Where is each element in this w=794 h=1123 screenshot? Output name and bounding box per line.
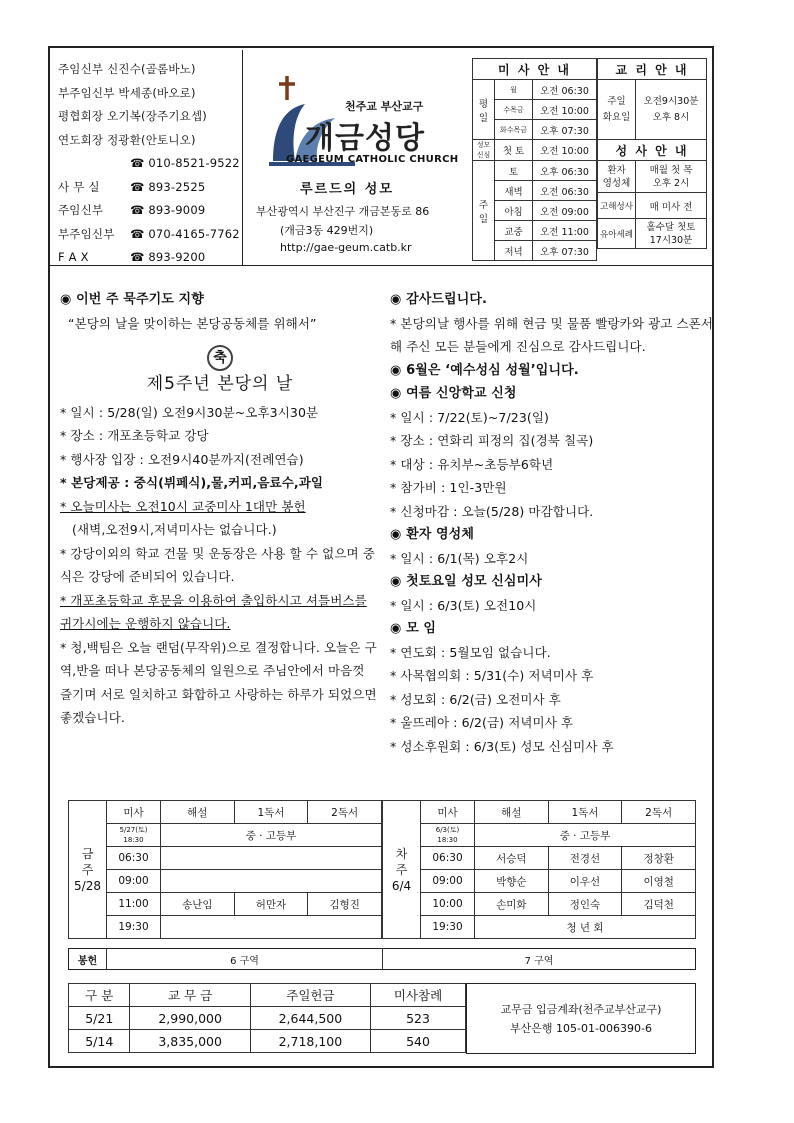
col-header: 해설 [475, 801, 549, 824]
cell: 5/21 [69, 1007, 130, 1030]
sick-heading: ◉ 환자 영성체 [390, 527, 474, 542]
summer-item: * 장소 : 연화리 피정의 집(경북 칠곡) [390, 433, 594, 448]
role-cell: 송난임 [161, 893, 235, 916]
mass-time: 오전 10:00 [533, 140, 597, 161]
role-cell: 서승덕 [475, 847, 549, 870]
sick-item: * 일시 : 6/1(목) 오후2시 [390, 550, 529, 566]
mass-schedule-table [472, 58, 597, 261]
mass-time: 오전 06:30 [533, 80, 597, 100]
offering-account [466, 983, 696, 1054]
anniv-item: * 본당제공 : 중식(뷔페식),물,커피,음료수,과일 [60, 475, 324, 490]
role-merged [161, 847, 382, 870]
service-label: 봉헌 [69, 949, 107, 970]
prayer-heading: ◉ 이번 주 묵주기도 지향 [60, 292, 204, 307]
meeting-item: * 사목협의회 : 5/31(수) 저녁미사 후 [390, 668, 594, 683]
phone-value: ☎ 893-2525 [130, 179, 206, 194]
summer-item: * 일시 : 7/22(토)~7/23(일) [390, 409, 550, 425]
mass-time: 09:00 [107, 870, 161, 893]
right-column [390, 288, 715, 758]
role-cell: 정창환 [622, 847, 696, 870]
sacrament-label: 고해성사 [598, 193, 636, 219]
mass-time: 오후 07:30 [533, 241, 597, 261]
sacrament-value: 홀수달 첫토 17시30분 [636, 219, 707, 249]
table-row [69, 1007, 466, 1030]
doctrine-label: 주일 화요일 [598, 80, 636, 140]
mass-day: 월 [495, 80, 533, 100]
mass-day: 새벽 [495, 181, 533, 201]
roles-this-week-table [68, 800, 382, 939]
first-saturday-item: * 일시 : 6/3(토) 오전10시 [390, 597, 537, 613]
first-saturday-heading: ◉ 첫토요일 성모 신심미사 [390, 574, 542, 589]
table-row [69, 1030, 466, 1053]
staff-line: 연도회장 정광환(안토니오) [58, 132, 196, 147]
mass-time: 06:30 [107, 847, 161, 870]
church-address-old: (개금3동 429번지) [280, 224, 374, 237]
mass-time: 5/27(토) 18:30 [107, 824, 161, 847]
account-title: 교무금 입금계좌(천주교부산교구) [500, 1003, 662, 1016]
service-this-week: 6 구역 [107, 949, 383, 970]
church-url[interactable]: http://gae-geum.catb.kr [280, 241, 412, 254]
summer-item: * 신청마감 : 오늘(5/28) 마감합니다. [390, 503, 594, 519]
service-next-week: 7 구역 [524, 955, 554, 967]
doctrine-table [597, 58, 707, 249]
mass-time: 19:30 [421, 916, 475, 939]
role-merged: 중 · 고등부 [475, 824, 696, 847]
anniv-item: * 개포초등학교 후문을 이용하여 출입하시고 셔틀버스를 귀가시에는 운행하지 않습니다. [60, 592, 367, 631]
phone-line [58, 199, 238, 223]
col-header: 미사 [421, 801, 475, 824]
role-cell: 손미화 [475, 893, 549, 916]
header-separator [48, 265, 714, 266]
sunday-label: 주일 [473, 161, 495, 261]
saturday-label: 성모신심 [473, 140, 495, 161]
mass-time: 06:30 [421, 847, 475, 870]
anniv-item: * 장소 : 개포초등학교 강당 [60, 428, 209, 443]
role-cell: 정인숙 [548, 893, 622, 916]
phone-value: ☎ 070-4165-7762 [130, 226, 240, 241]
meeting-item: * 성소후원회 : 6/3(토) 성모 신심미사 후 [390, 738, 614, 754]
mass-time: 11:00 [107, 893, 161, 916]
phone-value: ☎ 893-9200 [130, 250, 206, 264]
church-address: 부산광역시 부산진구 개금본동로 86 [256, 205, 430, 218]
anniv-item: * 일시 : 5/28(일) 오전9시30분~오후3시30분 [60, 404, 319, 420]
staff-line: 평협회장 오기복(장주기요셉) [58, 109, 207, 123]
meeting-item: * 연도회 : 5월모임 없습니다. [390, 644, 551, 660]
church-name-en: GAEGEUM CATHOLIC CHURCH [286, 154, 459, 165]
role-merged [161, 870, 382, 893]
mass-time: 오전 06:30 [533, 181, 597, 201]
col-header: 미사참례 [371, 984, 466, 1007]
phone-line [58, 223, 238, 247]
finance-table [68, 983, 466, 1053]
mass-time: 오후 07:30 [533, 120, 597, 140]
role-merged: 청 년 회 [475, 916, 696, 939]
role-cell: 김형진 [308, 893, 382, 916]
cell: 2,644,500 [250, 1007, 370, 1030]
role-cell: 김덕천 [622, 893, 696, 916]
col-header: 1독서 [234, 801, 308, 824]
mass-time: 오전 10:00 [533, 100, 597, 120]
mass-time: 09:00 [421, 870, 475, 893]
sacrament-label: 환자 영성체 [598, 161, 636, 193]
week-label: 차 주 6/4 [383, 801, 421, 939]
phone-line [58, 176, 238, 200]
col-header: 해설 [161, 801, 235, 824]
doctrine-title: 교 리 안 내 [598, 59, 707, 80]
mass-time: 19:30 [107, 916, 161, 939]
staff-list [58, 58, 238, 270]
phone-label: F A X [58, 250, 89, 264]
cell: 2,718,100 [250, 1030, 370, 1053]
role-cell: 이우선 [548, 870, 622, 893]
patron-saint: 루르드의 성모 [300, 182, 394, 197]
col-header: 미사 [107, 801, 161, 824]
phone-line [58, 152, 238, 176]
thanks-text: * 본당의날 행사를 위해 현금 및 물품 빨랑카와 광고 스폰서 해 주신 모든 분들에게 진심으로 감사드립니다. [390, 315, 714, 354]
left-column [60, 288, 380, 730]
mass-day: 화수목금 [495, 120, 533, 140]
cell: 540 [371, 1030, 466, 1053]
sacrament-title: 성 사 안 내 [598, 140, 707, 161]
june-heading: ◉ 6월은 ‘예수성심 성월’입니다. [390, 362, 579, 378]
account-number: 부산은행 105-01-006390-6 [510, 1022, 652, 1035]
phone-value: ☎ 893-9009 [130, 203, 206, 217]
cell: 5/14 [69, 1030, 130, 1053]
summer-item: * 대상 : 유치부~초등부6학년 [390, 456, 554, 472]
meeting-item: * 성모회 : 6/2(금) 오전미사 후 [390, 691, 561, 707]
col-header: 2독서 [308, 801, 382, 824]
mass-day: 토 [495, 161, 533, 181]
phone-value: ☎ 010-8521-9522 [130, 156, 240, 170]
doctrine-value: 오전9시30분 오후 8시 [636, 80, 707, 140]
role-merged [161, 916, 382, 939]
service-row [68, 948, 696, 970]
mass-time: 6/3(토) 18:30 [421, 824, 475, 847]
mass-day: 아침 [495, 201, 533, 221]
anniv-item: * 오늘미사는 오전10시 교중미사 1대만 봉헌 [60, 498, 306, 514]
staff-line: 부주임신부 박세종(바오로) [58, 85, 196, 100]
role-cell: 허만자 [234, 893, 308, 916]
church-diocese: 천주교 부산교구 [345, 100, 424, 113]
summer-heading: ◉ 여름 신앙학교 신청 [390, 386, 517, 401]
prayer-intention: “본당의 날을 맞이하는 본당공동체를 위해서” [68, 315, 317, 331]
col-header: 1독서 [548, 801, 622, 824]
sacrament-label: 유아세례 [598, 219, 636, 249]
col-header: 교 무 금 [130, 984, 250, 1007]
anniv-item: * 행사장 입장 : 오전9시40분까지(전례연습) [60, 451, 304, 467]
mass-title: 미 사 안 내 [473, 59, 597, 80]
anniv-item: * 청,백팀은 오늘 랜덤(무작위)으로 결정합니다. 오늘은 구역,반을 떠나 본당공동체의 일원으로 주님안에서 마음껏 즐기며 서로 일치하고 화합하고 사랑하는 하루가 되었으면 좋겠습니다. [60, 639, 377, 725]
role-cell: 이영철 [622, 870, 696, 893]
roles-next-week-table [382, 800, 696, 939]
col-header: 2독서 [622, 801, 696, 824]
anniv-item: (새벽,오전9시,저녁미사는 없습니다.) [72, 522, 277, 537]
anniversary-title: 제5주년 본당의 날 [146, 374, 294, 394]
header-divider [242, 50, 243, 265]
mass-day: 수목금 [495, 100, 533, 120]
celebration-badge-icon: 축 [207, 345, 233, 371]
mass-time: 오후 06:30 [533, 161, 597, 181]
mass-day: 저녁 [495, 241, 533, 261]
phone-label: 주임신부 [58, 203, 104, 217]
weekday-label: 평일 [473, 80, 495, 140]
cell: 2,990,000 [130, 1007, 250, 1030]
cell: 523 [371, 1007, 466, 1030]
role-cell: 박향순 [475, 870, 549, 893]
role-merged: 중 · 고등부 [161, 824, 382, 847]
role-cell: 전경선 [548, 847, 622, 870]
staff-line: 주임신부 신진수(골롬바노) [58, 62, 196, 76]
phone-label: 사 무 실 [58, 179, 100, 194]
mass-day: 첫 토 [495, 140, 533, 161]
mass-time: 10:00 [421, 893, 475, 916]
meeting-item: * 울뜨레아 : 6/2(금) 저녁미사 후 [390, 715, 574, 730]
church-name: 개금성당 [305, 121, 425, 156]
summer-item: * 참가비 : 1인-3만원 [390, 480, 507, 495]
sacrament-value: 매월 첫 목 오후 2시 [636, 161, 707, 193]
phone-label: 부주임신부 [58, 226, 115, 241]
col-header: 구 분 [69, 984, 130, 1007]
thanks-heading: ◉ 감사드립니다. [390, 292, 488, 307]
cell: 3,835,000 [130, 1030, 250, 1053]
week-label: 금 주 5/28 [69, 801, 107, 939]
mass-time: 오전 11:00 [533, 221, 597, 241]
col-header: 주일헌금 [250, 984, 370, 1007]
mass-day: 교중 [495, 221, 533, 241]
mass-time: 오전 09:00 [533, 201, 597, 221]
anniv-item: * 강당이외의 학교 건물 및 운동장은 사용 할 수 없으며 중식은 강당에 준비되어 있습니다. [60, 545, 375, 584]
sacrament-value: 매 미사 전 [636, 193, 707, 219]
meeting-heading: ◉ 모 임 [390, 621, 437, 636]
